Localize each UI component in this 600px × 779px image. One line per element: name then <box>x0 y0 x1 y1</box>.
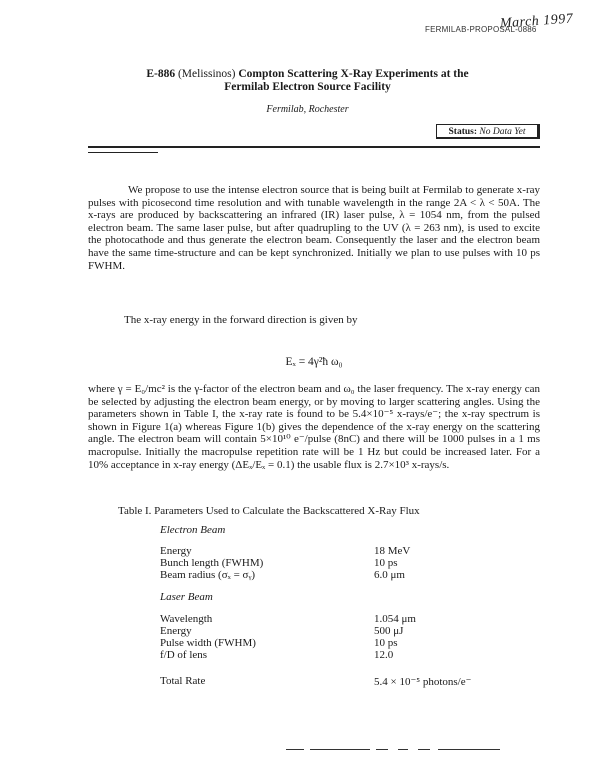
table-row-value: 10 ps <box>374 637 398 649</box>
table-row-label: Pulse width (FWHM) <box>160 637 256 649</box>
footer-mark <box>398 749 408 750</box>
section-laser-beam: Laser Beam <box>160 591 213 603</box>
section-electron-beam: Electron Beam <box>160 524 226 536</box>
title-line-1 <box>100 68 515 81</box>
table-row-value: 6.0 μm <box>374 569 405 581</box>
table-row-value: 1.054 μm <box>374 613 416 625</box>
footer-mark <box>286 749 304 750</box>
footer-mark <box>376 749 388 750</box>
spokesperson: (Melissinos) <box>177 68 236 80</box>
status-label: Status: <box>448 127 478 137</box>
table-row-value: 18 MeV <box>374 545 411 557</box>
handwritten-date: March 1997 <box>499 11 574 32</box>
table-row-label: Bunch length (FWHM) <box>160 557 264 569</box>
footer-mark <box>438 749 500 750</box>
header-divider <box>88 146 540 148</box>
table-row-value: 500 μJ <box>374 625 404 637</box>
equation-xray-energy: Eₓ = 4γ²ħ ω₀ <box>285 356 343 368</box>
status-box <box>436 124 540 139</box>
table-row-label: Wavelength <box>160 613 213 625</box>
footer-mark <box>418 749 430 750</box>
proposal-id: FERMILAB-PROPOSAL-0886 <box>425 25 537 34</box>
table-row-value: 12.0 <box>374 649 394 661</box>
table-row-label: Energy <box>160 625 192 637</box>
table-row-label: f/D of lens <box>160 649 208 661</box>
total-rate-value: 5.4 × 10⁻⁵ photons/e⁻ <box>374 676 472 688</box>
paragraph-intro: We propose to use the intense electron source that is being built at Fermilab to generate x-ray pulses with picosecond time resolution and with tunable wavelength in the range 2A < λ < 50A. The x-rays are produced by backscattering an infrared (IR) laser pulse, λ = 1054 nm, from the pulsed electron beam. The same laser pulse, but after quadrupling to the UV (λ = 263 nm), is used to excite the photocathode and thus generate the electron beam. Consequently the laser and the electron beam have the same time-structure and can be kept synchronized. Initially we plan to use pulses with 10 ps FWHM. <box>88 184 540 272</box>
table-caption: Table I. Parameters Used to Calculate the Backscattered X-Ray Flux <box>118 505 420 517</box>
paragraph-parameters: where γ = E₀/mc² is the γ-factor of the electron beam and ω₀ the laser frequency. The x-ray energy can be selected by adjusting the electron beam energy, or by moving to larger scattering angles. Using the parameters shown in Table I, the x-ray rate is found to be 5.4×10⁻⁵ x-rays/e⁻; the x-ray spectrum is shown in Figure 1(a) whereas Figure 1(b) gives the dependence of the x-ray energy on the scattering angle. The electron beam will contain 5×10¹⁰ e⁻/pulse (8nC) and there will be 1000 pulses in a 1 ms macropulse. Initially the macropulse repetition rate will be 1 Hz but could be increased later. For a 10% acceptance in x-ray energy (ΔEₓ/Eₓ = 0.1) the usable flux is 2.7×10³ x-rays/s. <box>88 383 540 471</box>
table-row-value: 10 ps <box>374 557 398 569</box>
paragraph-energy: The x-ray energy in the forward direction is given by <box>124 314 358 326</box>
table-row-label: Beam radius (σₓ = σᵧ) <box>160 569 256 581</box>
total-rate-label: Total Rate <box>160 675 206 687</box>
institutions: Fermilab, Rochester <box>266 104 349 115</box>
experiment-number: E-886 <box>146 68 176 80</box>
document-title <box>100 68 515 94</box>
title-line-2: Fermilab Electron Source Facility <box>224 81 391 93</box>
header-divider-short <box>88 152 158 153</box>
title-text: Compton Scattering X-Ray Experiments at the <box>238 68 469 80</box>
table-row-label: Energy <box>160 545 192 557</box>
footer-mark <box>310 749 370 750</box>
status-value: No Data Yet <box>479 127 526 137</box>
